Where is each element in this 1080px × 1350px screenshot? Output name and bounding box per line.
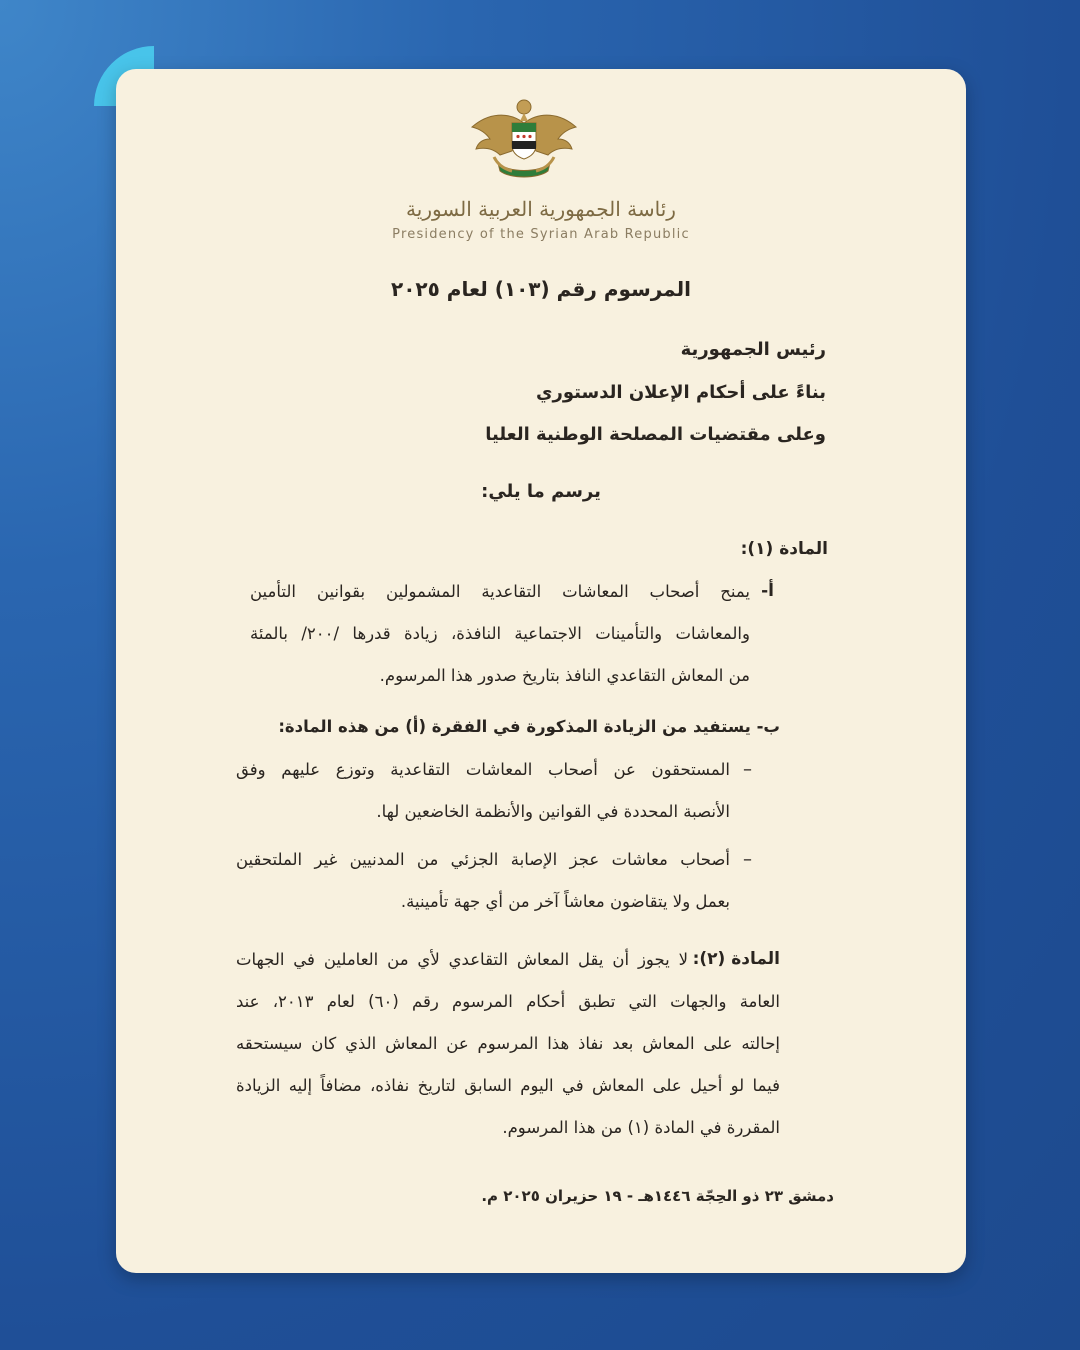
decree-document [116, 69, 966, 1273]
article-2-line: لا يجوز أن يقل المعاش التقاعدي لأي من العاملين في الجهات [236, 950, 688, 969]
article-2-text [236, 939, 780, 1149]
clause-a-line: والمعاشات والتأمينات الاجتماعية النافذة، زيادة قدرها /٢٠٠/ بالمئة [250, 624, 750, 643]
article-1-heading: المادة (١): [740, 539, 828, 559]
article-2-line: فيما لو أحيل على المعاش في اليوم السابق لتاريخ نفاذه، مضافاً إليه الزيادة [236, 1076, 780, 1095]
article-2-line: إحالته على المعاش بعد نفاذ هذا المرسوم عن المعاش الذي كان سيستحقه [236, 1034, 780, 1053]
decree-date: دمشق ٢٣ ذو الحِجّة ١٤٤٦هـ - ١٩ حزيران ٢٠٢٥ م. [481, 1187, 834, 1205]
clause-a-text [250, 571, 750, 697]
decree-title: المرسوم رقم (١٠٣) لعام ٢٠٢٥ [391, 277, 691, 301]
header-english: Presidency of the Syrian Arab Republic [392, 227, 690, 242]
clause-b-bullet-2 [236, 839, 730, 923]
intro-line-3: وعلى مقتضيات المصلحة الوطنية العليا [485, 424, 826, 445]
clause-a-line: يمنح أصحاب المعاشات التقاعدية المشمولين بقوانين التأمين [250, 582, 750, 601]
article-2-heading: المادة (٢): [692, 949, 780, 969]
intro-line-1: رئيس الجمهورية [680, 339, 826, 360]
clause-a-line: من المعاش التقاعدي النافذ بتاريخ صدور هذا المرسوم. [379, 666, 750, 685]
bullet-1-line: الأنصبة المحددة في القوانين والأنظمة الخاضعين لها. [376, 802, 730, 821]
bullet-2-line: أصحاب معاشات عجز الإصابة الجزئي من المدنيين غير الملتحقين [236, 850, 730, 869]
decrees-label: يرسم ما يلي: [481, 481, 601, 502]
clause-a-marker: أ- [761, 581, 774, 601]
intro-line-2: بناءً على أحكام الإعلان الدستوري [536, 382, 826, 403]
header-arabic: رئاسة الجمهورية العربية السورية [406, 197, 676, 221]
bullet-1-line: المستحقون عن أصحاب المعاشات التقاعدية وتوزع عليهم وفق [236, 760, 730, 779]
syrian-eagle-emblem-icon [468, 93, 580, 185]
article-2-line: المقررة في المادة (١) من هذا المرسوم. [502, 1118, 780, 1137]
article-2-line: العامة والجهات التي تطبق أحكام المرسوم رقم (٦٠) لعام ٢٠١٣، عند [236, 992, 780, 1011]
clause-b-text: ب- يستفيد من الزيادة المذكورة في الفقرة (أ) من هذه المادة: [278, 717, 780, 736]
bullet-2-line: بعمل ولا يتقاضون معاشاً آخر من أي جهة تأمينية. [400, 892, 730, 911]
bullet-dash: – [743, 759, 752, 780]
clause-b-bullet-1 [236, 749, 730, 833]
bullet-dash: – [743, 849, 752, 870]
